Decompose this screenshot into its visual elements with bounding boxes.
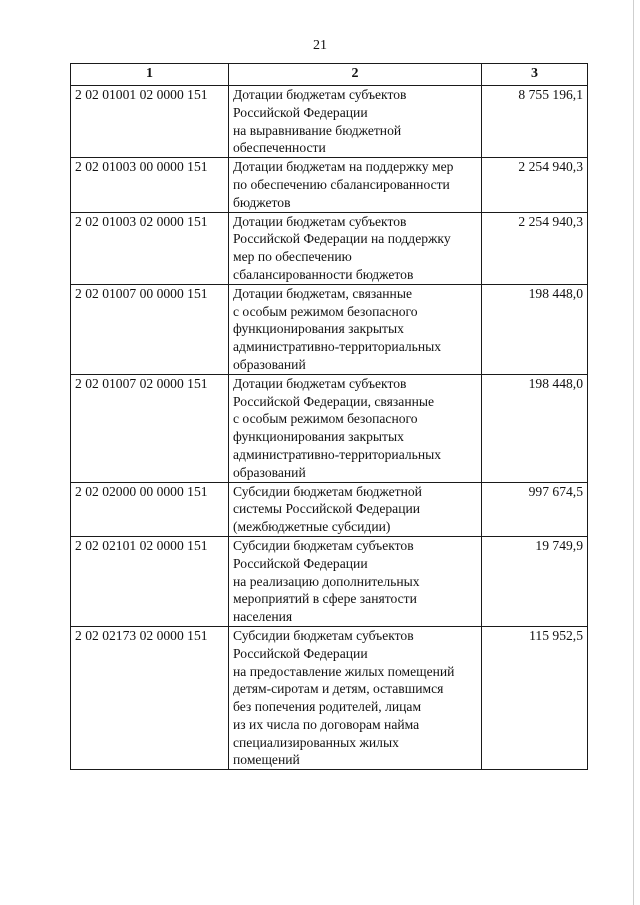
revenue-name-line: Российской Федерации, связанные xyxy=(233,393,435,409)
revenue-name-line: с особым режимом безопасного xyxy=(233,411,418,427)
revenue-name-line: (межбюджетные субсидии) xyxy=(233,519,391,535)
revenue-name-line: по обеспечению сбалансированности xyxy=(233,176,450,192)
table-row xyxy=(71,284,588,374)
amount-cell: 19 749,9 xyxy=(482,536,588,626)
revenue-name-line: Дотации бюджетам субъектов xyxy=(233,375,407,391)
budget-code-cell: 2 02 02173 02 0000 151 xyxy=(71,626,229,769)
column-header-code: 1 xyxy=(71,64,229,86)
amount-cell: 198 448,0 xyxy=(482,374,588,482)
revenue-name-line: административно-территориальных xyxy=(233,446,442,462)
revenue-name-line: детям-сиротам и детям, оставшимся xyxy=(233,681,444,697)
table-row xyxy=(71,158,588,212)
budget-code-cell: 2 02 01007 00 0000 151 xyxy=(71,284,229,374)
revenue-name-line: с особым режимом безопасного xyxy=(233,303,418,319)
amount-cell: 2 254 940,3 xyxy=(482,212,588,284)
column-header-name: 2 xyxy=(229,64,482,86)
revenue-name-line: на реализацию дополнительных xyxy=(233,573,420,589)
revenue-name-line: Российской Федерации xyxy=(233,555,368,571)
revenue-name-cell xyxy=(229,212,482,284)
budget-revenue-table xyxy=(70,63,588,770)
revenue-name-cell xyxy=(229,482,482,536)
revenue-name-line: Российской Федерации на поддержку xyxy=(233,231,451,247)
revenue-name-line: специализированных жилых xyxy=(233,734,399,750)
revenue-name-line: населения xyxy=(233,609,293,625)
revenue-name-line: на выравнивание бюджетной xyxy=(233,122,402,138)
budget-code-cell: 2 02 01003 00 0000 151 xyxy=(71,158,229,212)
revenue-name-line: мер по обеспечению xyxy=(233,249,352,265)
amount-cell: 2 254 940,3 xyxy=(482,158,588,212)
table-row xyxy=(71,536,588,626)
table-header-row xyxy=(71,64,588,86)
revenue-name-line: Дотации бюджетам субъектов xyxy=(233,87,407,102)
page-number: 21 xyxy=(313,38,327,53)
budget-code-cell: 2 02 01001 02 0000 151 xyxy=(71,86,229,158)
table-row xyxy=(71,626,588,769)
revenue-name-line: Дотации бюджетам субъектов xyxy=(233,213,407,229)
budget-code-cell: 2 02 02101 02 0000 151 xyxy=(71,536,229,626)
revenue-name-cell xyxy=(229,626,482,769)
budget-code-cell: 2 02 01007 02 0000 151 xyxy=(71,374,229,482)
budget-code-cell: 2 02 02000 00 0000 151 xyxy=(71,482,229,536)
revenue-name-line: административно-территориальных xyxy=(233,339,442,355)
revenue-name-line: из их числа по договорам найма xyxy=(233,716,420,732)
table-row xyxy=(71,482,588,536)
table-body xyxy=(71,86,588,770)
revenue-name-line: без попечения родителей, лицам xyxy=(233,699,422,715)
budget-code-cell: 2 02 01003 02 0000 151 xyxy=(71,212,229,284)
revenue-name-line: Субсидии бюджетам бюджетной xyxy=(233,483,422,499)
revenue-name-cell xyxy=(229,158,482,212)
revenue-name-line: обеспеченности xyxy=(233,140,326,156)
revenue-name-line: Российской Федерации xyxy=(233,645,368,661)
revenue-name-cell xyxy=(229,284,482,374)
amount-cell: 8 755 196,1 xyxy=(482,86,588,158)
revenue-name-line: Субсидии бюджетам субъектов xyxy=(233,627,414,643)
amount-cell: 198 448,0 xyxy=(482,284,588,374)
column-header-amount: 3 xyxy=(482,64,588,86)
revenue-name-cell xyxy=(229,374,482,482)
revenue-name-line: образований xyxy=(233,356,306,372)
table-row xyxy=(71,374,588,482)
revenue-name-cell xyxy=(229,86,482,158)
revenue-name-cell xyxy=(229,536,482,626)
revenue-name-line: системы Российской Федерации xyxy=(233,501,421,517)
revenue-name-line: сбалансированности бюджетов xyxy=(233,266,414,282)
table-row xyxy=(71,86,588,158)
revenue-name-line: на предоставление жилых помещений xyxy=(233,663,455,679)
table-row xyxy=(71,212,588,284)
amount-cell: 997 674,5 xyxy=(482,482,588,536)
revenue-name-line: функционирования закрытых xyxy=(233,429,404,445)
page-edge-line xyxy=(633,0,634,905)
revenue-name-line: Дотации бюджетам на поддержку мер xyxy=(233,159,454,175)
revenue-name-line: Российской Федерации xyxy=(233,104,368,120)
amount-cell: 115 952,5 xyxy=(482,626,588,769)
revenue-name-line: Дотации бюджетам, связанные xyxy=(233,285,412,301)
revenue-name-line: мероприятий в сфере занятости xyxy=(233,591,417,607)
revenue-name-line: Субсидии бюджетам субъектов xyxy=(233,537,414,553)
revenue-name-line: бюджетов xyxy=(233,194,291,210)
revenue-name-line: функционирования закрытых xyxy=(233,321,404,337)
revenue-name-line: помещений xyxy=(233,752,300,768)
revenue-name-line: образований xyxy=(233,464,306,480)
